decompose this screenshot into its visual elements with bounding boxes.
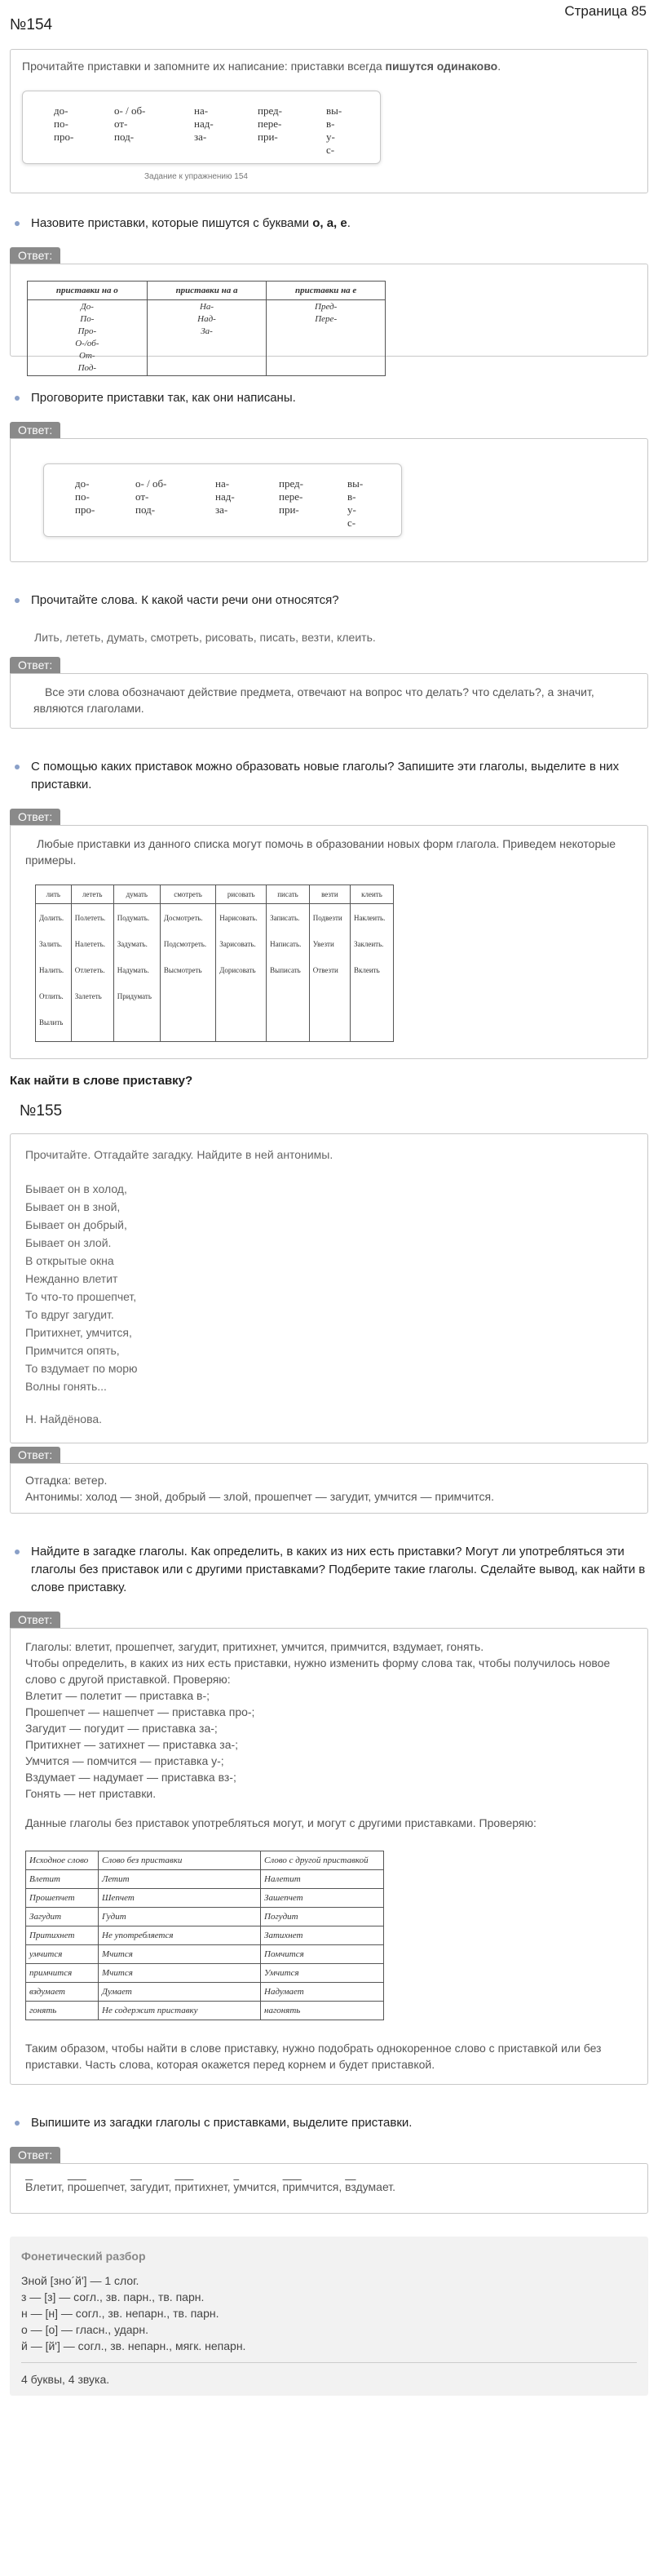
verb-rest: летит, <box>33 2180 68 2193</box>
table-row <box>26 1945 384 1964</box>
verb: Налить. <box>39 966 64 974</box>
verb-rest: думает. <box>355 2180 396 2193</box>
verb-word <box>283 2180 346 2193</box>
prefix: за- <box>215 503 228 516</box>
intro-text-part: Прочитайте приставки и запомните их написание: приставки всегда <box>22 60 386 73</box>
cell-line: Про- <box>77 326 97 336</box>
table-row <box>26 1870 384 1889</box>
table-header: везти <box>309 885 350 904</box>
answer-3-box <box>10 673 648 729</box>
poem-box <box>10 1133 648 1443</box>
poem-line: Бывает он злой. <box>25 1236 112 1249</box>
question-text: Назовите приставки, которые пишутся с буквами <box>31 216 313 230</box>
verb: Наклеить. <box>353 914 386 922</box>
table-cell <box>71 904 113 1042</box>
answer-lines <box>25 1638 633 1802</box>
prefix: вы- <box>347 477 364 490</box>
prefix: до- <box>54 104 68 117</box>
table-header: смотреть <box>160 885 215 904</box>
table-cell: Летит <box>99 1870 261 1889</box>
answer-line: Чтобы определить, в каких из них есть приставки, нужно изменить форму слова так, чтобы получилось новое слово с другой приставкой. Проверяю: <box>25 1656 611 1686</box>
table-cell: гонять <box>26 2002 99 2020</box>
answer-text: Отгадка: ветер. <box>25 1474 108 1487</box>
prefix: вы- <box>326 104 342 117</box>
table-header: Слово с другой приставкой <box>261 1851 384 1870</box>
table-header: приставки на о <box>28 282 148 300</box>
poem-line: Бывает он в холод, <box>25 1182 127 1195</box>
phonetic-line: Зной [зно´й'] — 1 слог. <box>21 2274 139 2287</box>
answer-label: Ответ: <box>10 422 60 438</box>
verb-prefix: у <box>233 2180 240 2193</box>
prefix-column <box>258 104 282 144</box>
poem-line: Нежданно влетит <box>25 1272 118 1285</box>
poem-line: Притихнет, умчится, <box>25 1326 132 1339</box>
verb-rest: мчится, <box>239 2180 283 2193</box>
task-number: №154 <box>10 16 53 33</box>
cell-line: О-/об- <box>75 339 99 348</box>
table-cell <box>160 904 215 1042</box>
prefix: в- <box>326 117 335 130</box>
answer-5-box <box>10 1463 648 1514</box>
answer-6-box <box>10 1628 648 2085</box>
table-header: думать <box>113 885 160 904</box>
question-bold: о, а, е <box>312 216 347 230</box>
verb: Отвезти <box>312 966 338 974</box>
prefix: под- <box>114 131 135 143</box>
table-cell: Мчится <box>99 1964 261 1983</box>
prefix: пере- <box>279 490 303 503</box>
intro-text <box>22 58 636 74</box>
answer-text: Все эти слова обозначают действие предмета, отвечают на вопрос что делать? что сделать?, а значит, являются глаголами. <box>33 685 594 715</box>
answer-label: Ответ: <box>10 809 60 825</box>
prefix: до- <box>75 477 90 490</box>
verb: Долить. <box>39 914 64 922</box>
question-7: Выпишите из загадки глаголы с приставками, выделите приставки. <box>10 2114 648 2132</box>
table-cell <box>267 300 386 376</box>
cell-line: Над- <box>197 314 216 324</box>
poem-line: В открытые окна <box>25 1254 114 1267</box>
table-header: Слово без приставки <box>99 1851 261 1870</box>
verb-prefix: при <box>174 2180 194 2193</box>
verb-prefix: вз <box>345 2180 356 2193</box>
table-cell: Надумает <box>261 1983 384 2002</box>
table-row <box>26 1964 384 1983</box>
prefix-column <box>326 104 342 157</box>
verb-rest: шепчет, <box>86 2180 130 2193</box>
verb-word <box>233 2180 282 2193</box>
answer-text: Таким образом, чтобы найти в слове приставку, нужно подобрать однокоренное слово с приставкой или без приставки. Часть слова, которая окажется перед корнем и будет приставкой. <box>25 2042 602 2071</box>
verb-word <box>25 2180 68 2193</box>
table-header: рисовать <box>216 885 267 904</box>
table-header: Исходное слово <box>26 1851 99 1870</box>
answer-line: Прошепчет — нашепчет — приставка про-; <box>25 1705 255 1718</box>
prefix: у- <box>347 503 356 516</box>
answer-label: Ответ: <box>10 247 60 264</box>
verb-prefix: про <box>67 2180 86 2193</box>
poem-line: Бывает он в зной, <box>25 1200 121 1213</box>
answer-label: Ответ: <box>10 1447 60 1463</box>
verb: Записать. <box>270 914 300 922</box>
prefix: пред- <box>258 104 282 117</box>
poem-line: То вдруг загудит. <box>25 1308 114 1321</box>
intro-text-part: . <box>497 60 501 73</box>
answer-label: Ответ: <box>10 2147 60 2163</box>
phonetic-title: Фонетический разбор <box>21 2250 146 2263</box>
verb: Задумать. <box>117 940 148 948</box>
verbs-table <box>35 885 394 1042</box>
prefix-column <box>347 477 363 530</box>
words-list: Лить, лететь, думать, смотреть, рисовать, писать, везти, клеить. <box>34 631 376 644</box>
verb-prefix: при <box>282 2180 302 2193</box>
table-cell: Зашепчет <box>261 1889 384 1908</box>
prefix: при- <box>258 131 278 143</box>
prefix: пред- <box>279 477 303 490</box>
answer-label: Ответ: <box>10 657 60 673</box>
answer-text: Любые приставки из данного списка могут помочь в образовании новых форм глагола. Приведем некоторые примеры. <box>25 837 616 867</box>
answer-line: Влетит — полетит — приставка в-; <box>25 1689 210 1702</box>
verb: Залить. <box>39 940 63 948</box>
table-row <box>26 1926 384 1945</box>
cell-line: До- <box>80 302 94 312</box>
poem <box>25 1180 633 1395</box>
prefix: о- / об- <box>114 104 146 117</box>
page-label: Страница 85 <box>564 3 647 19</box>
question-text: . <box>347 216 351 230</box>
prefix: от- <box>135 490 149 503</box>
table-cell: Загудит <box>26 1908 99 1926</box>
table-header: лететь <box>71 885 113 904</box>
table-row <box>26 1889 384 1908</box>
cell-line: По- <box>80 314 95 324</box>
table-cell: Гудит <box>99 1908 261 1926</box>
table-cell: Помчится <box>261 1945 384 1964</box>
verb: Отлить. <box>39 992 64 1000</box>
phonetic-lines <box>21 2272 637 2354</box>
poem-line: Волны гонять... <box>25 1380 107 1393</box>
table-cell: Налетит <box>261 1870 384 1889</box>
question-3: Прочитайте слова. К какой части речи они относятся? <box>10 592 648 610</box>
cell-line: Под- <box>77 363 97 373</box>
table-cell: Погудит <box>261 1908 384 1926</box>
prefix: по- <box>75 490 90 503</box>
table-header: писать <box>267 885 310 904</box>
verb-rest: мчится, <box>301 2180 346 2193</box>
task-number-2: №155 <box>20 1102 63 1120</box>
table-cell <box>28 300 148 376</box>
verb: Досмотреть. <box>163 914 203 922</box>
verb-rest: гудит, <box>141 2180 175 2193</box>
prefix-column <box>114 104 145 144</box>
prefix-column <box>194 104 214 144</box>
prefix: о- / об- <box>135 477 167 490</box>
prefix-card <box>22 91 381 164</box>
question-4: С помощью каких приставок можно образовать новые глаголы? Запишите эти глаголы, выделите в них приставки. <box>10 758 648 794</box>
verb: Зарисовать. <box>219 940 256 948</box>
table-row <box>26 2002 384 2020</box>
prefix: над- <box>215 490 235 503</box>
poem-line: Бывает он добрый, <box>25 1218 127 1231</box>
poem-author: Н. Найдёнова. <box>25 1412 103 1425</box>
verb-word <box>174 2180 233 2193</box>
table-cell: Притихнет <box>26 1926 99 1945</box>
answer-line: Умчится — помчится — приставка у-; <box>25 1754 224 1767</box>
prefix: про- <box>75 503 95 516</box>
intro-box <box>10 49 648 193</box>
verb: Полететь. <box>74 914 106 922</box>
verb: Надумать. <box>117 966 149 974</box>
poem-line: То вздумает по морю <box>25 1362 138 1375</box>
verb: Высмотреть <box>163 966 202 974</box>
verb: Подсмотреть. <box>163 940 207 948</box>
table-header: приставки на е <box>267 282 386 300</box>
phonetic-line: н — [н] — согл., зв. непарн., тв. парн. <box>21 2307 219 2320</box>
table-cell: Шепчет <box>99 1889 261 1908</box>
table-cell <box>216 904 267 1042</box>
verb: Выписать <box>270 966 301 974</box>
prefix: от- <box>114 117 128 130</box>
table-cell: Умчится <box>261 1964 384 1983</box>
verb: Написать. <box>270 940 302 948</box>
cell-line: Пере- <box>315 314 338 324</box>
answer-line: Притихнет — затихнет — приставка за-; <box>25 1738 239 1751</box>
verb-word <box>130 2180 175 2193</box>
answer-2-box <box>10 438 648 562</box>
answer-line: Загудит — погудит — приставка за-; <box>25 1722 218 1735</box>
phonetic-summary: 4 буквы, 4 звука. <box>21 2373 110 2386</box>
verb: Подвезти <box>312 914 342 922</box>
answer-4-box <box>10 825 648 1059</box>
table-cell: Не содержит приставку <box>99 2002 261 2020</box>
answer-line: Вздумает — надумает — приставка вз-; <box>25 1771 236 1784</box>
prefix: пере- <box>258 117 282 130</box>
verb: Увезти <box>312 940 334 948</box>
prefix-column <box>75 477 95 517</box>
verb: Дорисовать <box>219 966 256 974</box>
verb: Подумать. <box>117 914 150 922</box>
answer-7-box <box>10 2163 648 2214</box>
table-header: клеить <box>350 885 393 904</box>
phonetic-box <box>10 2237 648 2396</box>
poem-line: То что-то прошепчет, <box>25 1290 137 1303</box>
intro-text-bold: пишутся одинаково <box>385 60 498 73</box>
verb: Налететь. <box>74 940 105 948</box>
prefix-column <box>215 477 235 517</box>
phonetic-line: й — [й'] — согл., зв. непарн., мягк. непарн. <box>21 2339 246 2352</box>
table-cell: Мчится <box>99 1945 261 1964</box>
answer-line: Гонять — нет приставки. <box>25 1787 157 1800</box>
table-cell: умчится <box>26 1945 99 1964</box>
phonetic-line: з — [з] — согл., зв. парн., тв. парн. <box>21 2290 205 2303</box>
cell-line: Пред- <box>315 302 338 312</box>
answer-1-box <box>10 264 648 373</box>
question-2: Проговорите приставки так, как они написаны. <box>10 389 648 407</box>
table-cell <box>147 300 267 376</box>
table-cell: Влетит <box>26 1870 99 1889</box>
table-header: приставки на а <box>147 282 267 300</box>
divider <box>21 2362 637 2363</box>
prefix-table <box>27 281 386 376</box>
question-6: Найдите в загадке глаголы. Как определить, в каких из них есть приставки? Могут ли употребляться эти глаголы без приставок или с другими приставками? Подберите такие глаголы. Сделайте вывод, как найти в слове приставку. <box>10 1543 648 1597</box>
prefix-column <box>54 104 73 144</box>
answer-label: Ответ: <box>10 1612 60 1628</box>
check-table <box>25 1851 384 2020</box>
verb: Залететь <box>74 992 102 1000</box>
prefix: в- <box>347 490 356 503</box>
phonetic-line: о — [о] — гласн., ударн. <box>21 2323 148 2336</box>
prefix-column <box>135 477 166 517</box>
table-cell: Прошепчет <box>26 1889 99 1908</box>
instruction: Прочитайте. Отгадайте загадку. Найдите в ней антонимы. <box>25 1148 333 1161</box>
answer-text: Антонимы: холод — зной, добрый — злой, прошепчет — загудит, умчится — примчится. <box>25 1490 495 1503</box>
verb-rest: тихнет, <box>193 2180 234 2193</box>
cell-line: От- <box>79 351 95 361</box>
table-cell <box>113 904 160 1042</box>
verb: Отлететь. <box>74 966 105 974</box>
question-1 <box>10 215 648 233</box>
prefix: про- <box>54 131 74 143</box>
table-cell: Не употребляется <box>99 1926 261 1945</box>
verb: Вылить <box>39 1018 64 1026</box>
prefix: при- <box>279 503 299 516</box>
table-row <box>26 1908 384 1926</box>
prefix: под- <box>135 503 156 516</box>
poem-line: Примчится опять, <box>25 1344 120 1357</box>
verb: Придумать <box>117 992 152 1000</box>
table-cell: вздумает <box>26 1983 99 2002</box>
table-cell <box>36 904 72 1042</box>
table-cell <box>267 904 310 1042</box>
verb-prefix: В <box>25 2180 33 2193</box>
answer-text: Данные глаголы без приставок употребляться могут, и могут с другими приставками. Проверяю: <box>25 1816 537 1829</box>
prefix: у- <box>326 131 335 143</box>
image-caption: Задание к упражнению 154 <box>144 172 248 181</box>
table-cell: Затихнет <box>261 1926 384 1945</box>
prefix: за- <box>194 131 207 143</box>
prefix: на- <box>194 104 209 117</box>
table-cell: примчится <box>26 1964 99 1983</box>
table-cell <box>309 904 350 1042</box>
cell-line: На- <box>199 302 214 312</box>
answer-line: Глаголы: влетит, прошепчет, загудит, притихнет, умчится, примчится, вздумает, гонять. <box>25 1640 484 1653</box>
verb-word <box>68 2180 130 2193</box>
table-cell: Думает <box>99 1983 261 2002</box>
prefix: над- <box>194 117 214 130</box>
verb-prefix: за <box>130 2180 142 2193</box>
prefix-card <box>43 463 402 537</box>
prefix: с- <box>326 144 335 156</box>
table-header: лить <box>36 885 72 904</box>
section-title: Как найти в слове приставку? <box>10 1074 193 1088</box>
verb: Заклеить. <box>353 940 384 948</box>
table-row <box>26 1983 384 2002</box>
prefix: на- <box>215 477 230 490</box>
answer-words <box>25 2179 633 2195</box>
cell-line: За- <box>201 326 213 336</box>
prefix-column <box>279 477 303 517</box>
table-cell <box>350 904 393 1042</box>
prefix: по- <box>54 117 68 130</box>
prefix: с- <box>347 517 356 529</box>
header <box>0 0 658 49</box>
verb: Нарисовать. <box>219 914 258 922</box>
verb: Вклеить <box>353 966 380 974</box>
table-cell: нагонять <box>261 2002 384 2020</box>
verb-word <box>345 2180 395 2193</box>
